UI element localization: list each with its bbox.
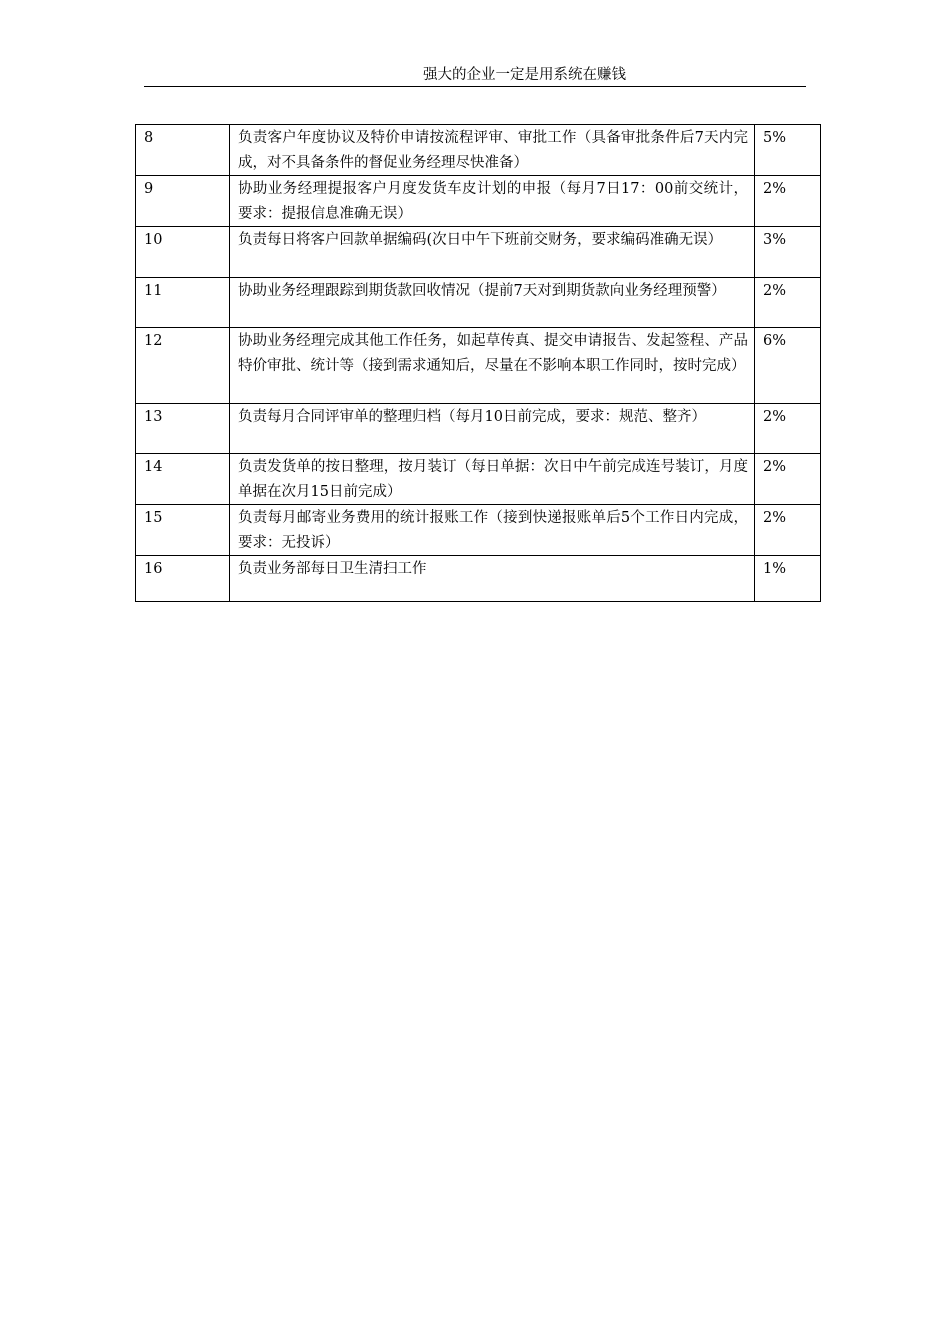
table-row xyxy=(136,176,821,227)
row-number: 14 xyxy=(136,454,230,505)
row-percentage: 2% xyxy=(755,176,821,227)
row-percentage: 2% xyxy=(755,404,821,454)
row-number: 15 xyxy=(136,505,230,556)
row-percentage: 2% xyxy=(755,278,821,328)
row-percentage: 5% xyxy=(755,125,821,176)
row-percentage: 2% xyxy=(755,505,821,556)
row-description: 负责客户年度协议及特价申请按流程评审、审批工作（具备审批条件后7天内完成，对不具备条件的督促业务经理尽快准备） xyxy=(230,125,755,176)
row-percentage: 6% xyxy=(755,328,821,404)
page-header xyxy=(144,66,806,87)
duty-table xyxy=(135,124,821,602)
table-row xyxy=(136,227,821,278)
row-description: 协助业务经理提报客户月度发货车皮计划的申报（每月7日17：00前交统计，要求：提报信息准确无误） xyxy=(230,176,755,227)
row-number: 8 xyxy=(136,125,230,176)
row-description: 协助业务经理完成其他工作任务，如起草传真、提交申请报告、发起签程、产品特价审批、统计等（接到需求通知后，尽量在不影响本职工作同时，按时完成） xyxy=(230,328,755,404)
row-description: 负责业务部每日卫生清扫工作 xyxy=(230,556,755,602)
row-description: 协助业务经理跟踪到期货款回收情况（提前7天对到期货款向业务经理预警） xyxy=(230,278,755,328)
row-percentage: 1% xyxy=(755,556,821,602)
row-number: 16 xyxy=(136,556,230,602)
table-row xyxy=(136,404,821,454)
row-number: 9 xyxy=(136,176,230,227)
table-row xyxy=(136,454,821,505)
row-number: 12 xyxy=(136,328,230,404)
row-number: 11 xyxy=(136,278,230,328)
table-row xyxy=(136,125,821,176)
table-row xyxy=(136,278,821,328)
row-description: 负责发货单的按日整理，按月装订（每日单据：次日中午前完成连号装订，月度单据在次月15日前完成） xyxy=(230,454,755,505)
row-description: 负责每月邮寄业务费用的统计报账工作（接到快递报账单后5个工作日内完成，要求：无投诉） xyxy=(230,505,755,556)
table-row xyxy=(136,556,821,602)
row-percentage: 3% xyxy=(755,227,821,278)
page-header-title: 强大的企业一定是用系统在赚钱 xyxy=(423,67,626,83)
table-row xyxy=(136,505,821,556)
row-description: 负责每日将客户回款单据编码(次日中午下班前交财务，要求编码准确无误） xyxy=(230,227,755,278)
table-row xyxy=(136,328,821,404)
row-percentage: 2% xyxy=(755,454,821,505)
row-number: 13 xyxy=(136,404,230,454)
row-description: 负责每月合同评审单的整理归档（每月10日前完成，要求：规范、整齐） xyxy=(230,404,755,454)
row-number: 10 xyxy=(136,227,230,278)
